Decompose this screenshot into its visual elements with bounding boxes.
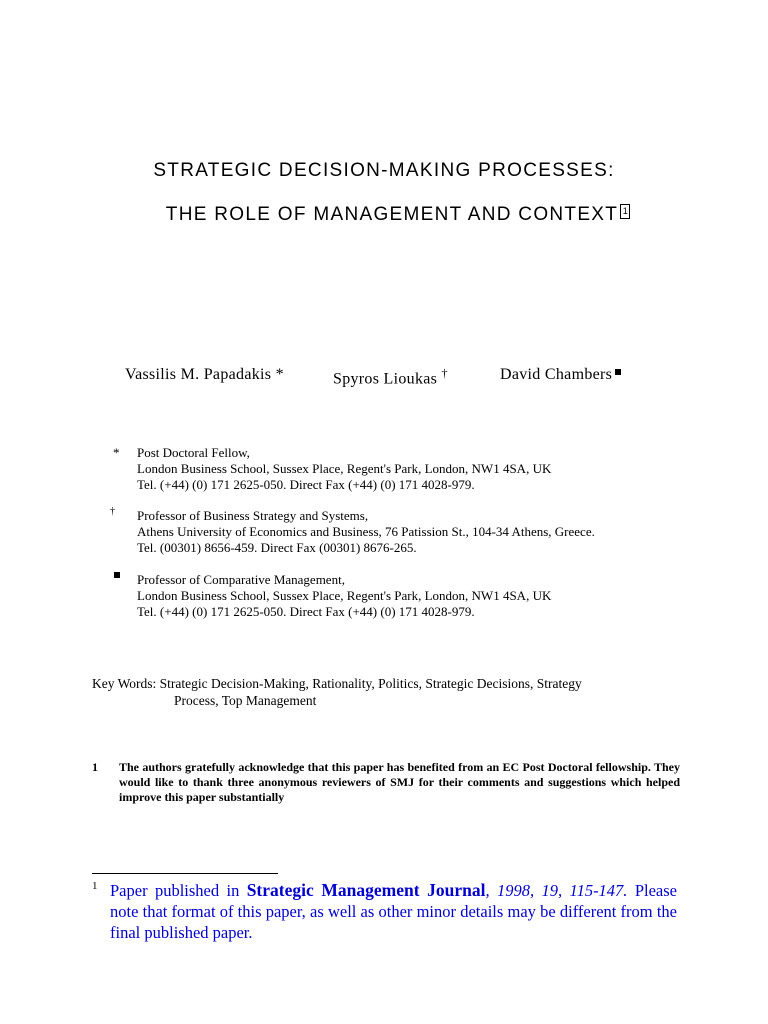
keywords: [92, 675, 582, 709]
affiliation-line: London Business School, Sussex Place, Regent's Park, London, NW1 4SA, UK: [137, 588, 552, 603]
author-papadakis: [125, 366, 284, 384]
affiliation-line: London Business School, Sussex Place, Regent's Park, London, NW1 4SA, UK: [137, 461, 552, 476]
affiliation-1: [137, 445, 551, 493]
affiliation-line: Professor of Comparative Management,: [137, 572, 345, 587]
author-chambers: [500, 366, 621, 384]
affiliation-3: [137, 572, 551, 620]
affiliation-2: [137, 508, 595, 556]
footnote-divider: [92, 873, 278, 874]
paper-title-line-2-text: THE ROLE OF MANAGEMENT AND CONTEXT: [165, 204, 619, 225]
acknowledgement-text: The authors gratefully acknowledge that this paper has benefited from an EC Post Doctoral fellowship. They would like to thank three anonymous reviewers of SMJ for their comments and suggestions which helped improve this paper substantially: [119, 760, 680, 804]
author-name: David Chambers: [500, 366, 613, 383]
affiliation-line: Athens University of Economics and Business, 76 Patission St., 104-34 Athens, Greece.: [137, 524, 595, 539]
author-name: Vassilis M. Papadakis: [125, 366, 272, 383]
paper-title-line-2: [14, 204, 768, 226]
affiliation-line: Tel. (00301) 8656-459. Direct Fax (00301) 8676-265.: [137, 540, 417, 555]
keywords-line-1: Strategic Decision-Making, Rationality, Politics, Strategic Decisions, Strategy: [159, 676, 582, 691]
author-mark: *: [275, 366, 284, 383]
publication-note-text: Please note that format of this paper, as well as other minor details may be different from the final published paper.: [110, 881, 677, 942]
affiliation-mark-1: *: [113, 445, 120, 460]
affiliation-line: Tel. (+44) (0) 171 2625-050. Direct Fax (+44) (0) 171 4028-979.: [137, 477, 475, 492]
title-footnote-marker: 1: [620, 204, 630, 219]
affiliation-mark-2: †: [110, 506, 115, 517]
publication-note-prefix: Paper published in: [110, 881, 247, 900]
acknowledgement-number: 1: [92, 760, 98, 774]
author-name: Spyros Lioukas: [333, 370, 438, 388]
affiliation-line: Tel. (+44) (0) 171 2625-050. Direct Fax (+44) (0) 171 4028-979.: [137, 604, 475, 619]
keywords-label: Key Words:: [92, 676, 157, 691]
author-mark-square-icon: [615, 369, 621, 375]
paper-title-line-1: STRATEGIC DECISION-MAKING PROCESSES:: [153, 160, 615, 181]
affiliation-mark-square-icon: [114, 572, 120, 578]
affiliation-line: Professor of Business Strategy and Systems,: [137, 508, 369, 523]
author-mark: †: [441, 366, 448, 380]
affiliation-line: Post Doctoral Fellow,: [137, 445, 250, 460]
publication-note: [110, 880, 677, 943]
keywords-line-2: Process, Top Management: [174, 693, 317, 708]
journal-name: Strategic Management Journal: [246, 880, 486, 900]
publication-note-number: 1: [92, 880, 98, 892]
journal-citation: , 1998, 19, 115-147.: [485, 881, 628, 900]
author-lioukas: [333, 366, 448, 388]
